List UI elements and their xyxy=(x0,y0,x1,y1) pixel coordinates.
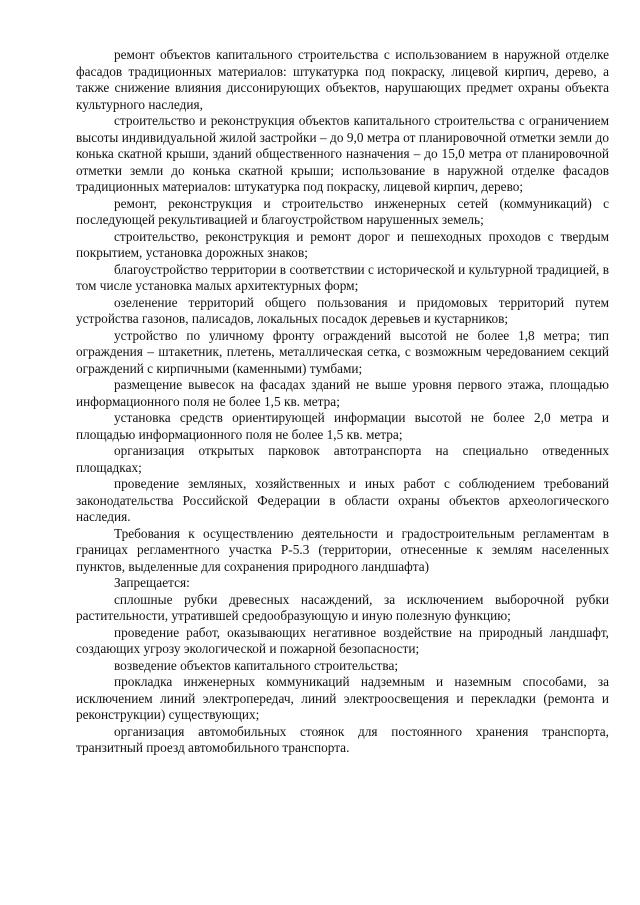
paragraph-roads: строительство, реконструкция и ремонт дорог и пешеходных проходов с твердым покрытием, установка дорожных знаков; xyxy=(76,228,609,260)
paragraph-capital-construction: возведение объектов капитального строительства; xyxy=(114,657,399,673)
paragraph-greening: озеленение территорий общего пользования и придомовых территорий путем устройства газонов, палисадов, локальных посадок деревьев и кустарников; xyxy=(76,294,609,326)
paragraph-car-parking: организация автомобильных стоянок для постоянного хранения транспорта, транзитный проезд автомобильного транспорта. xyxy=(76,723,609,755)
paragraph-clear-cutting: сплошные рубки древесных насаждений, за исключением выборочной рубки растительности, утратившей средообразующую и иную полезную функцию; xyxy=(76,591,609,623)
paragraph-construction-height-limits: строительство и реконструкция объектов капитального строительства с ограничением высоты индивидуальной жилой застройки – до 9,0 метра от планировочной отметки земли до конька скатной крыши, зданий общественного назначения – до 15,0 метра от планировочной отметки земли до конька скатной крыши; использование в наружной отделке фасадов традиционных материалов: штукатурка под покраску, лицевой кирпич, дерево; xyxy=(76,113,609,194)
paragraph-engineering-networks: ремонт, реконструкция и строительство инженерных сетей (коммуникаций) с последующей рекультивацией и благоустройством нарушенных земель; xyxy=(76,195,609,227)
paragraph-earthworks: проведение земляных, хозяйственных и иных работ с соблюдением требований законодательства Российской Федерации в области охраны объектов археологического наследия. xyxy=(76,476,609,524)
paragraph-fences: устройство по уличному фронту ограждений высотой не более 1,8 метра; тип ограждения – штакетник, плетень, металлическая сетка, с возможным чередованием секций ограждений с кирпичными (каменными) тумбами; xyxy=(76,327,609,376)
document-page xyxy=(76,47,609,757)
paragraph-signage: размещение вывесок на фасадах зданий не выше уровня первого этажа, площадью информационного поля не более 1,5 кв. метра; xyxy=(76,377,609,409)
paragraph-requirements-r53: Требования к осуществлению деятельности и градостроительным регламентам в границах регламентного участка Р-5.3 (территории, отнесенные к землям населенных пунктов, выделенные для сохранения природного ландшафта) xyxy=(76,525,609,574)
paragraph-landscaping: благоустройство территории в соответствии с исторической и культурной традицией, в том числе установка малых архитектурных форм; xyxy=(76,261,609,293)
paragraph-prohibited-heading: Запрещается: xyxy=(114,575,190,590)
paragraph-utility-lines: прокладка инженерных коммуникаций надземным и наземным способами, за исключением линий электропередач, линий электроосвещения и перекладки (ремонта и реконструкции) существующих; xyxy=(76,674,609,722)
paragraph-parking: организация открытых парковок автотранспорта на специально отведенных площадках; xyxy=(76,443,609,475)
paragraph-facade-repair: ремонт объектов капитального строительства с использованием в наружной отделке фасадов традиционных материалов: штукатурка под покраску, лицевой кирпич, дерево, а также снижение влияния диссонирующих объектов, нарушающих предмет охраны объекта культурного наследия, xyxy=(76,47,609,112)
paragraph-negative-impact: проведение работ, оказывающих негативное воздействие на природный ландшафт, создающих угрозу экологической и пожарной безопасности; xyxy=(76,624,609,656)
paragraph-orientation-info: установка средств ориентирующей информации высотой не более 2,0 метра и площадью информационного поля не более 1,5 кв. метра; xyxy=(76,410,609,442)
